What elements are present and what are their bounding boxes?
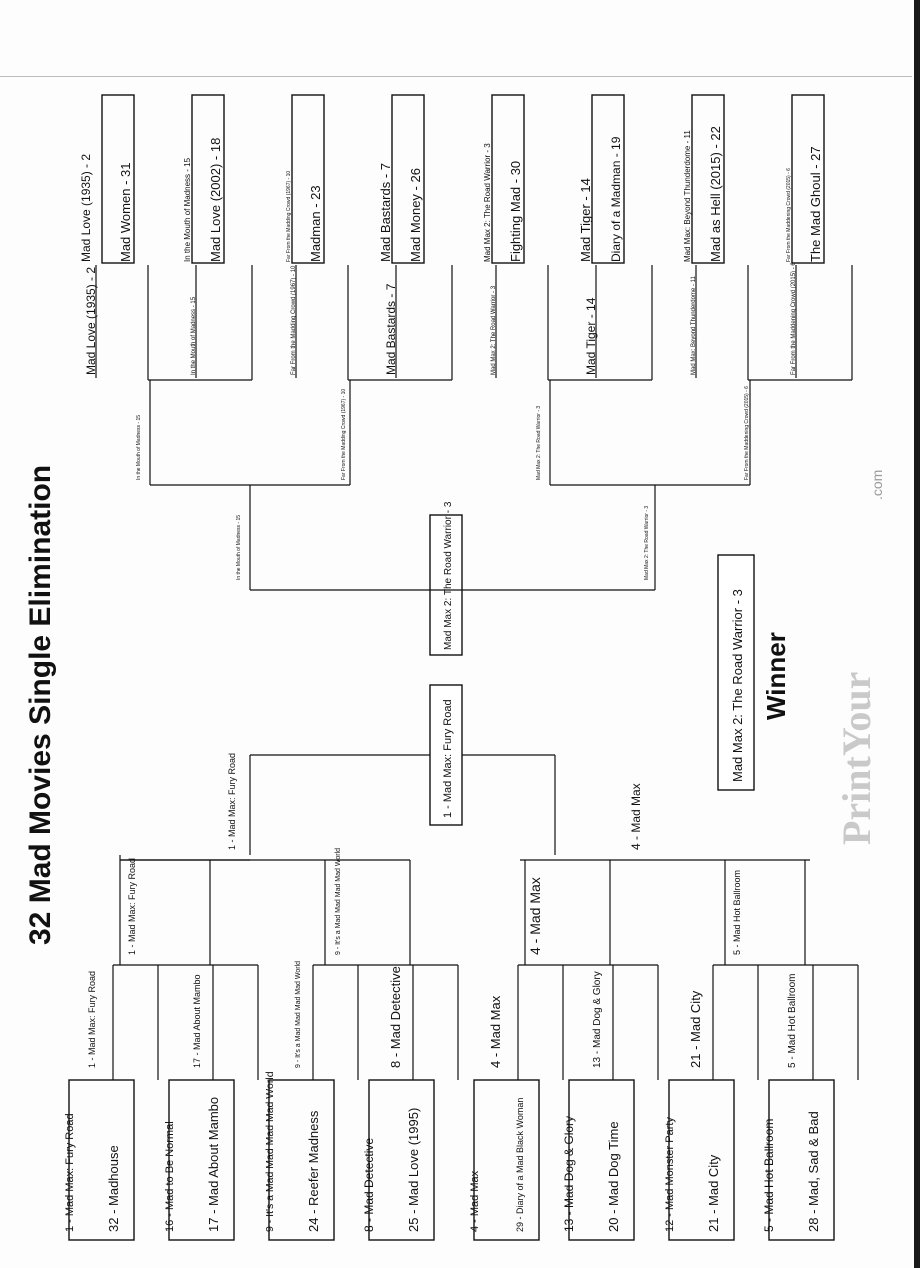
round4-label: 1 - Mad Max: Fury Road bbox=[227, 752, 237, 850]
matchup-box bbox=[69, 1080, 134, 1240]
entrant-label-right: Madman - 23 bbox=[308, 185, 323, 262]
round3-label-right: Far From the Maddening Crowd (2015) - 6 bbox=[744, 386, 750, 480]
entrant-label-right: The Mad Ghoul - 27 bbox=[808, 146, 823, 262]
round2-label: 4 - Mad Max bbox=[488, 995, 503, 1068]
matchup-box bbox=[474, 1080, 539, 1240]
round3-label: 1 - Mad Max: Fury Road bbox=[127, 857, 137, 955]
round2-label-right: Far From the Maddening Crowd (2015) - 6 bbox=[791, 262, 797, 375]
entrant-label-right: Far From the Maddening Crowd (2015) - 6 bbox=[786, 168, 792, 262]
round2-label-right: Mad Tiger - 14 bbox=[584, 297, 598, 375]
matchup-box bbox=[269, 1080, 334, 1240]
matchup-box bbox=[769, 1080, 834, 1240]
entrant-label-right: Mad Tiger - 14 bbox=[578, 178, 593, 262]
round2-label-right: Mad Love (1935) - 2 bbox=[84, 266, 98, 375]
entrant-label: 29 - Diary of a Mad Black Woman bbox=[515, 1097, 525, 1232]
round2-label-right: Mad Max: Beyond Thunderdome - 11 bbox=[691, 276, 697, 375]
round2-label: 1 - Mad Max: Fury Road bbox=[87, 970, 97, 1068]
round3-label: 4 - Mad Max bbox=[527, 877, 543, 955]
semifinal-left-label: 1 - Mad Max: Fury Road bbox=[442, 699, 454, 818]
entrant-label: 9 - It's a Mad Mad Mad Mad World bbox=[264, 1071, 276, 1232]
entrant-label: 17 - Mad About Mambo bbox=[206, 1096, 221, 1232]
round3-label-right: Far From the Madding Crowd (1967) - 10 bbox=[341, 388, 347, 480]
entrant-label: 13 - Mad Dog & Glory bbox=[562, 1115, 576, 1232]
winner-name: Mad Max 2: The Road Warrior - 3 bbox=[730, 589, 745, 782]
entrant-label-right: In the Mouth of Madness - 15 bbox=[183, 157, 192, 262]
round2-label: 13 - Mad Dog & Glory bbox=[592, 971, 603, 1068]
page-title: 32 Mad Movies Single Elimination bbox=[24, 464, 57, 945]
round2-label-right: Mad Max 2: The Road Warrior - 3 bbox=[491, 285, 497, 375]
entrant-label-right: Diary of a Madman - 19 bbox=[609, 136, 623, 262]
round2-label: 17 - Mad About Mambo bbox=[192, 974, 202, 1068]
semifinal-right-label: Mad Max 2: The Road Warrior - 3 bbox=[443, 501, 454, 650]
round3-label: 9 - It's a Mad Mad Mad Mad World bbox=[335, 847, 342, 955]
matchup-box bbox=[569, 1080, 634, 1240]
round2-label-right: In the Mouth of Madness - 15 bbox=[191, 296, 197, 375]
entrant-label: 12 - Mad Monster Party bbox=[664, 1117, 676, 1232]
entrant-label-right: Mad Bastards - 7 bbox=[378, 163, 393, 262]
entrant-label: 25 - Mad Love (1995) bbox=[406, 1107, 421, 1232]
round2-label: 21 - Mad City bbox=[688, 990, 703, 1068]
round4-label: 4 - Mad Max bbox=[629, 783, 643, 850]
entrant-label: 5 - Mad Hot Ballroom bbox=[762, 1118, 776, 1232]
round3-label: 5 - Mad Hot Ballroom bbox=[732, 869, 742, 955]
entrant-label-right: Mad as Hell (2015) - 22 bbox=[708, 126, 723, 262]
entrant-label-right: Far From the Madding Crowd (1967) - 10 bbox=[286, 170, 292, 262]
entrant-label: 16 - Mad to Be Normal bbox=[164, 1121, 176, 1232]
entrant-label: 4 - Mad Max bbox=[469, 1170, 481, 1232]
matchup-box bbox=[369, 1080, 434, 1240]
round2-label-right: Mad Bastards - 7 bbox=[384, 283, 398, 375]
matchup-box bbox=[169, 1080, 234, 1240]
entrant-label: 24 - Reefer Madness bbox=[306, 1110, 321, 1232]
entrant-label: 1 - Mad Max: Fury Road bbox=[64, 1113, 76, 1232]
winner-heading: Winner bbox=[761, 632, 791, 720]
entrant-label-right: Mad Love (2002) - 18 bbox=[208, 137, 223, 262]
brand-logo: PrintYour bbox=[834, 671, 879, 845]
entrant-label-right: Mad Max: Beyond Thunderdome - 11 bbox=[683, 130, 692, 262]
entrant-label: 20 - Mad Dog Time bbox=[606, 1121, 621, 1232]
round2-label: 9 - It's a Mad Mad Mad Mad World bbox=[295, 960, 302, 1068]
entrant-label: 21 - Mad City bbox=[706, 1154, 721, 1232]
entrant-label-right: Mad Max 2: The Road Warrior - 3 bbox=[483, 143, 492, 262]
round4-label-right: In the Mouth of Madness - 15 bbox=[236, 514, 242, 580]
round3-label-right: In the Mouth of Madness - 15 bbox=[136, 414, 142, 480]
entrant-label-right: Mad Love (1935) - 2 bbox=[79, 153, 93, 262]
entrant-label: 32 - Madhouse bbox=[106, 1145, 121, 1232]
round2-label: 5 - Mad Hot Ballroom bbox=[787, 973, 798, 1068]
entrant-label-right: Mad Women - 31 bbox=[118, 162, 133, 262]
entrant-label: 28 - Mad, Sad & Bad bbox=[806, 1111, 821, 1232]
round2-label: 8 - Mad Detective bbox=[388, 966, 403, 1068]
entrant-label-right: Fighting Mad - 30 bbox=[508, 160, 523, 262]
round2-label-right: Far From the Madding Crowd (1967) - 10 bbox=[291, 265, 297, 375]
matchup-box bbox=[669, 1080, 734, 1240]
entrant-label-right: Mad Money - 26 bbox=[408, 168, 423, 262]
entrant-label: 8 - Mad Detective bbox=[362, 1137, 376, 1232]
round3-label-right: Mad Max 2: The Road Warrior - 3 bbox=[536, 405, 542, 480]
round4-label-right: Mad Max 2: The Road Warrior - 3 bbox=[644, 505, 650, 580]
brand-tld: .com bbox=[869, 469, 885, 500]
